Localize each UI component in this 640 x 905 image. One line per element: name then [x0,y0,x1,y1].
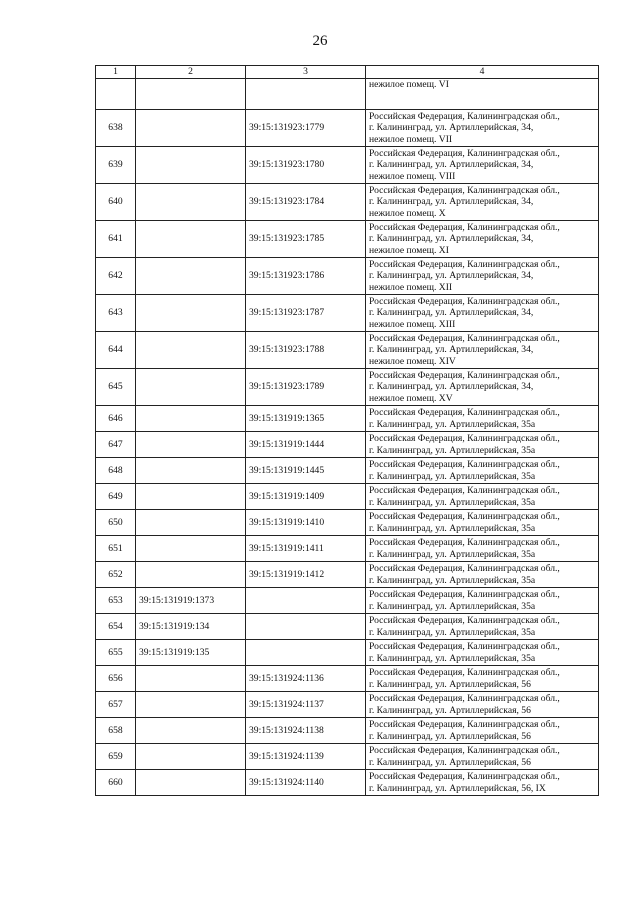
cell-col2 [136,666,246,692]
cell-address [366,332,599,369]
address-line: Российская Федерация, Калининградская обл., [369,259,560,271]
address-line: нежилое помещ. VIII [369,170,456,182]
table-row [96,221,599,258]
cell-number: 642 [96,258,136,295]
cell-number: 651 [96,536,136,562]
address-line: Российская Федерация, Калининградская обл., [369,185,560,197]
cell-address [366,562,599,588]
cell-number: 655 [96,640,136,666]
address-line: г. Калининград, ул. Артиллерийская, 56 [369,678,531,690]
address-line: г. Калининград, ул. Артиллерийская, 35а [369,496,536,508]
cell-col3: 39:15:131924:1139 [246,744,366,770]
address-line: Российская Федерация, Калининградская обл., [369,537,560,549]
cell-col3: 39:15:131923:1786 [246,258,366,295]
cell-col2 [136,484,246,510]
cell-address [366,718,599,744]
cell-col2 [136,458,246,484]
header-row [96,66,599,79]
cell-col2 [136,369,246,406]
cell-number: 650 [96,510,136,536]
continuation-row [96,79,599,110]
cell-number: 644 [96,332,136,369]
cell-number: 649 [96,484,136,510]
table-row [96,588,599,614]
address-line: Российская Федерация, Калининградская обл., [369,589,560,601]
cell-col2 [136,406,246,432]
header-col-1: 1 [96,66,136,79]
cell-address [366,510,599,536]
cell-address [366,110,599,147]
cell-col3: 39:15:131919:1444 [246,432,366,458]
cell-address [366,536,599,562]
cell-col2 [136,221,246,258]
address-line: г. Калининград, ул. Артиллерийская, 35а [369,548,536,560]
address-line: г. Калининград, ул. Артиллерийская, 35а [369,444,536,456]
table-row [96,258,599,295]
cell-col3: 39:15:131919:1411 [246,536,366,562]
page-number: 26 [312,33,328,49]
address-line: г. Калининград, ул. Артиллерийская, 34, [369,233,534,245]
address-line: г. Калининград, ул. Артиллерийская, 34, [369,381,534,393]
cell-number: 660 [96,770,136,796]
cell-col3 [246,640,366,666]
address-line: г. Калининград, ул. Артиллерийская, 35а [369,652,536,664]
address-line: г. Калининград, ул. Артиллерийская, 56 [369,704,531,716]
cell-col2 [136,79,246,110]
cell-number: 659 [96,744,136,770]
cell-col2 [136,332,246,369]
cell-col2 [136,510,246,536]
address-line: Российская Федерация, Калининградская обл., [369,615,560,627]
cell-col2 [136,718,246,744]
address-line: Российская Федерация, Калининградская обл., [369,459,560,471]
table-row [96,484,599,510]
cell-number: 652 [96,562,136,588]
address-line: нежилое помещ. XI [369,244,449,256]
address-line: г. Калининград, ул. Артиллерийская, 56 [369,756,531,768]
cell-number: 654 [96,614,136,640]
cell-address [366,147,599,184]
cell-col3: 39:15:131919:1412 [246,562,366,588]
cell-number: 656 [96,666,136,692]
address-line: нежилое помещ. XIV [369,355,456,367]
cell-address [366,221,599,258]
cell-col2 [136,184,246,221]
address-line: г. Калининград, ул. Артиллерийская, 34, [369,270,534,282]
cell-col2 [136,110,246,147]
table-row [96,432,599,458]
cell-col3: 39:15:131924:1137 [246,692,366,718]
table-row [96,332,599,369]
cell-address [366,614,599,640]
cell-address [366,458,599,484]
table-row [96,770,599,796]
cell-col3: 39:15:131923:1789 [246,369,366,406]
cell-col2 [136,770,246,796]
address-line: Российская Федерация, Калининградская обл., [369,719,560,731]
table-row [96,406,599,432]
address-line: нежилое помещ. XV [369,392,453,404]
cell-number: 658 [96,718,136,744]
cell-number: 647 [96,432,136,458]
table-row [96,110,599,147]
cell-col3: 39:15:131923:1784 [246,184,366,221]
cell-col2 [136,295,246,332]
cell-address [366,295,599,332]
cell-address [366,666,599,692]
cell-address [366,79,599,110]
table-row [96,640,599,666]
cell-number: 648 [96,458,136,484]
address-line: Российская Федерация, Калининградская обл., [369,148,560,160]
cell-col3: 39:15:131924:1136 [246,666,366,692]
cell-number: 640 [96,184,136,221]
address-line: г. Калининград, ул. Артиллерийская, 35а [369,522,536,534]
address-line: нежилое помещ. VI [369,79,449,90]
address-line: Российская Федерация, Калининградская обл., [369,485,560,497]
table-row [96,562,599,588]
address-line: Российская Федерация, Калининградская обл., [369,563,560,575]
address-line: г. Калининград, ул. Артиллерийская, 35а [369,574,536,586]
header-col-4: 4 [366,66,599,79]
address-line: г. Калининград, ул. Артиллерийская, 34, [369,196,534,208]
table-row [96,666,599,692]
address-line: г. Калининград, ул. Артиллерийская, 56, IX [369,782,546,794]
cell-col2 [136,258,246,295]
address-line: Российская Федерация, Калининградская обл., [369,296,560,308]
address-line: г. Калининград, ул. Артиллерийская, 34, [369,307,534,319]
cell-col3: 39:15:131924:1138 [246,718,366,744]
table-header [96,66,599,79]
table-row [96,295,599,332]
table-row [96,536,599,562]
address-line: Российская Федерация, Калининградская обл., [369,641,560,653]
cell-number [96,79,136,110]
cell-number: 645 [96,369,136,406]
address-line: г. Калининград, ул. Артиллерийская, 34, [369,122,534,134]
cell-col3: 39:15:131919:1409 [246,484,366,510]
header-col-3: 3 [246,66,366,79]
cell-address [366,692,599,718]
table-row [96,147,599,184]
cell-address [366,484,599,510]
header-col-2: 2 [136,66,246,79]
address-line: Российская Федерация, Калининградская обл., [369,693,560,705]
cell-col2 [136,692,246,718]
address-line: нежилое помещ. X [369,207,446,219]
cell-col3: 39:15:131923:1787 [246,295,366,332]
address-line: Российская Федерация, Калининградская обл., [369,370,560,382]
cell-number: 657 [96,692,136,718]
cell-col3: 39:15:131919:1410 [246,510,366,536]
address-line: Российская Федерация, Калининградская обл., [369,433,560,445]
address-line: Российская Федерация, Калининградская обл., [369,333,560,345]
cell-address [366,406,599,432]
cell-col2 [136,562,246,588]
cell-col2: 39:15:131919:135 [136,640,246,666]
cell-address [366,432,599,458]
cell-col3: 39:15:131924:1140 [246,770,366,796]
cell-col3: 39:15:131923:1780 [246,147,366,184]
table-body [96,79,599,796]
cell-address [366,369,599,406]
address-line: г. Калининград, ул. Артиллерийская, 34, [369,344,534,356]
cell-col2 [136,536,246,562]
table-row [96,184,599,221]
cell-col3: 39:15:131923:1779 [246,110,366,147]
address-line: Российская Федерация, Калининградская обл., [369,511,560,523]
cell-address [366,640,599,666]
cell-address [366,588,599,614]
cell-col2 [136,147,246,184]
table-row [96,614,599,640]
address-line: Российская Федерация, Калининградская обл., [369,667,560,679]
cell-address [366,184,599,221]
registry-table [95,65,599,796]
table-row [96,718,599,744]
cell-number: 646 [96,406,136,432]
cell-col3 [246,614,366,640]
address-line: Российская Федерация, Калининградская обл., [369,222,560,234]
cell-number: 643 [96,295,136,332]
address-line: г. Калининград, ул. Артиллерийская, 34, [369,159,534,171]
table-row [96,458,599,484]
address-line: г. Калининград, ул. Артиллерийская, 56 [369,730,531,742]
cell-address [366,744,599,770]
table-row [96,510,599,536]
cell-col2: 39:15:131919:1373 [136,588,246,614]
cell-col3: 39:15:131923:1788 [246,332,366,369]
address-line: Российская Федерация, Калининградская обл., [369,111,560,123]
address-line: г. Калининград, ул. Артиллерийская, 35а [369,470,536,482]
cell-col3: 39:15:131919:1445 [246,458,366,484]
address-line: нежилое помещ. XIII [369,318,456,330]
cell-number: 638 [96,110,136,147]
address-line: Российская Федерация, Калининградская обл., [369,771,560,783]
cell-col3: 39:15:131923:1785 [246,221,366,258]
cell-number: 641 [96,221,136,258]
address-line: Российская Федерация, Калининградская обл., [369,407,560,419]
cell-col2 [136,744,246,770]
cell-col3: 39:15:131919:1365 [246,406,366,432]
address-line: нежилое помещ. XII [369,281,453,293]
table-row [96,369,599,406]
cell-address [366,770,599,796]
cell-address [366,258,599,295]
cell-col2: 39:15:131919:134 [136,614,246,640]
table-row [96,692,599,718]
table-row [96,744,599,770]
cell-col3 [246,588,366,614]
address-line: Российская Федерация, Калининградская обл., [369,745,560,757]
cell-number: 653 [96,588,136,614]
address-line: г. Калининград, ул. Артиллерийская, 35а [369,600,536,612]
cell-col3 [246,79,366,110]
address-line: г. Калининград, ул. Артиллерийская, 35а [369,626,536,638]
address-line: г. Калининград, ул. Артиллерийская, 35а [369,418,536,430]
cell-col2 [136,432,246,458]
cell-number: 639 [96,147,136,184]
address-line: нежилое помещ. VII [369,133,453,145]
